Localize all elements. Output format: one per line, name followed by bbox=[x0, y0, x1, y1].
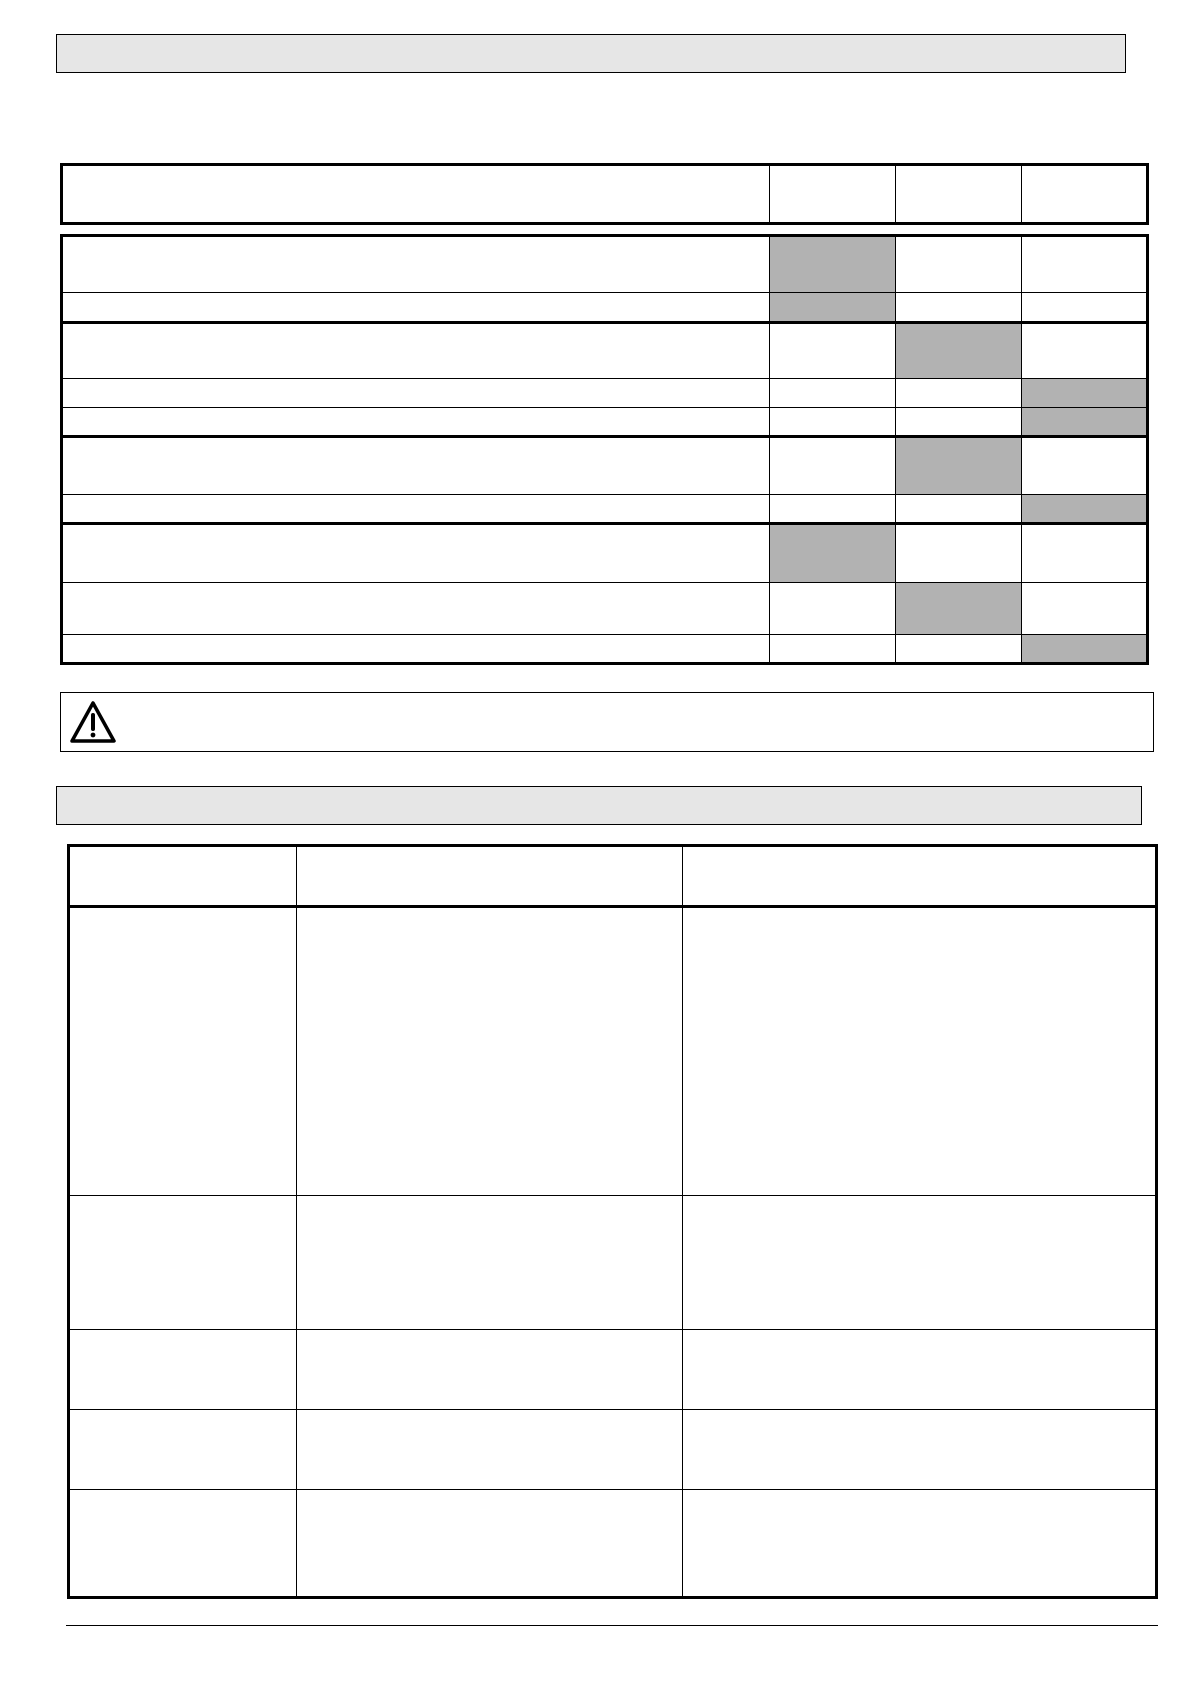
maintenance-row bbox=[62, 236, 1148, 293]
frequency-cell bbox=[896, 635, 1022, 664]
frequency-cell bbox=[1022, 293, 1148, 323]
troubleshooting-header-problem bbox=[69, 846, 297, 907]
frequency-cell bbox=[770, 583, 896, 635]
remedy-cell bbox=[683, 1196, 1157, 1330]
frequency-cell bbox=[896, 583, 1022, 635]
troubleshooting-row bbox=[69, 1490, 1157, 1598]
maintenance-header-freq-2 bbox=[896, 165, 1022, 224]
section-title-maintenance bbox=[56, 34, 1126, 73]
maintenance-task-cell bbox=[62, 236, 770, 293]
section-title-troubleshooting bbox=[56, 786, 1142, 825]
frequency-cell bbox=[1022, 495, 1148, 524]
problem-cell bbox=[69, 1490, 297, 1598]
maintenance-header-freq-1 bbox=[770, 165, 896, 224]
maintenance-row bbox=[62, 524, 1148, 583]
troubleshooting-row bbox=[69, 1410, 1157, 1490]
maintenance-header-table bbox=[60, 163, 1149, 225]
frequency-cell bbox=[896, 437, 1022, 495]
problem-cell bbox=[69, 1196, 297, 1330]
remedy-cell bbox=[683, 1330, 1157, 1410]
maintenance-task-cell bbox=[62, 408, 770, 437]
maintenance-header-freq-3 bbox=[1022, 165, 1148, 224]
frequency-cell bbox=[1022, 524, 1148, 583]
problem-cell bbox=[69, 907, 297, 1196]
frequency-cell bbox=[1022, 379, 1148, 408]
cause-cell bbox=[297, 1330, 683, 1410]
maintenance-task-cell bbox=[62, 379, 770, 408]
warning-triangle-icon bbox=[69, 699, 117, 745]
frequency-cell bbox=[896, 323, 1022, 379]
maintenance-task-cell bbox=[62, 524, 770, 583]
maintenance-header-row bbox=[62, 165, 1148, 224]
frequency-cell bbox=[896, 236, 1022, 293]
frequency-cell bbox=[770, 635, 896, 664]
troubleshooting-row bbox=[69, 907, 1157, 1196]
frequency-cell bbox=[896, 524, 1022, 583]
maintenance-task-cell bbox=[62, 323, 770, 379]
maintenance-task-cell bbox=[62, 437, 770, 495]
frequency-cell bbox=[1022, 408, 1148, 437]
maintenance-row bbox=[62, 323, 1148, 379]
problem-cell bbox=[69, 1410, 297, 1490]
remedy-cell bbox=[683, 1410, 1157, 1490]
maintenance-task-cell bbox=[62, 583, 770, 635]
frequency-cell bbox=[896, 379, 1022, 408]
remedy-cell bbox=[683, 1490, 1157, 1598]
frequency-cell bbox=[896, 495, 1022, 524]
troubleshooting-header-cause bbox=[297, 846, 683, 907]
footer-rule bbox=[66, 1625, 1158, 1626]
problem-cell bbox=[69, 1330, 297, 1410]
frequency-cell bbox=[770, 323, 896, 379]
cause-cell bbox=[297, 1410, 683, 1490]
cause-cell bbox=[297, 1490, 683, 1598]
maintenance-row bbox=[62, 437, 1148, 495]
frequency-cell bbox=[1022, 236, 1148, 293]
frequency-cell bbox=[770, 236, 896, 293]
maintenance-row bbox=[62, 408, 1148, 437]
maintenance-row bbox=[62, 635, 1148, 664]
frequency-cell bbox=[770, 524, 896, 583]
troubleshooting-row bbox=[69, 1196, 1157, 1330]
troubleshooting-header-remedy bbox=[683, 846, 1157, 907]
maintenance-table bbox=[60, 234, 1149, 665]
frequency-cell bbox=[1022, 323, 1148, 379]
cause-cell bbox=[297, 1196, 683, 1330]
warning-box bbox=[60, 692, 1154, 752]
troubleshooting-row bbox=[69, 1330, 1157, 1410]
frequency-cell bbox=[770, 437, 896, 495]
cause-cell bbox=[297, 907, 683, 1196]
maintenance-task-cell bbox=[62, 635, 770, 664]
maintenance-task-cell bbox=[62, 495, 770, 524]
maintenance-header-task bbox=[62, 165, 770, 224]
troubleshooting-table bbox=[67, 844, 1158, 1599]
frequency-cell bbox=[1022, 635, 1148, 664]
maintenance-row bbox=[62, 583, 1148, 635]
frequency-cell bbox=[770, 495, 896, 524]
frequency-cell bbox=[770, 379, 896, 408]
frequency-cell bbox=[770, 293, 896, 323]
frequency-cell bbox=[770, 408, 896, 437]
frequency-cell bbox=[1022, 583, 1148, 635]
troubleshooting-header-row bbox=[69, 846, 1157, 907]
maintenance-task-cell bbox=[62, 293, 770, 323]
remedy-cell bbox=[683, 907, 1157, 1196]
maintenance-row bbox=[62, 495, 1148, 524]
frequency-cell bbox=[896, 408, 1022, 437]
frequency-cell bbox=[896, 293, 1022, 323]
maintenance-row bbox=[62, 293, 1148, 323]
frequency-cell bbox=[1022, 437, 1148, 495]
maintenance-row bbox=[62, 379, 1148, 408]
